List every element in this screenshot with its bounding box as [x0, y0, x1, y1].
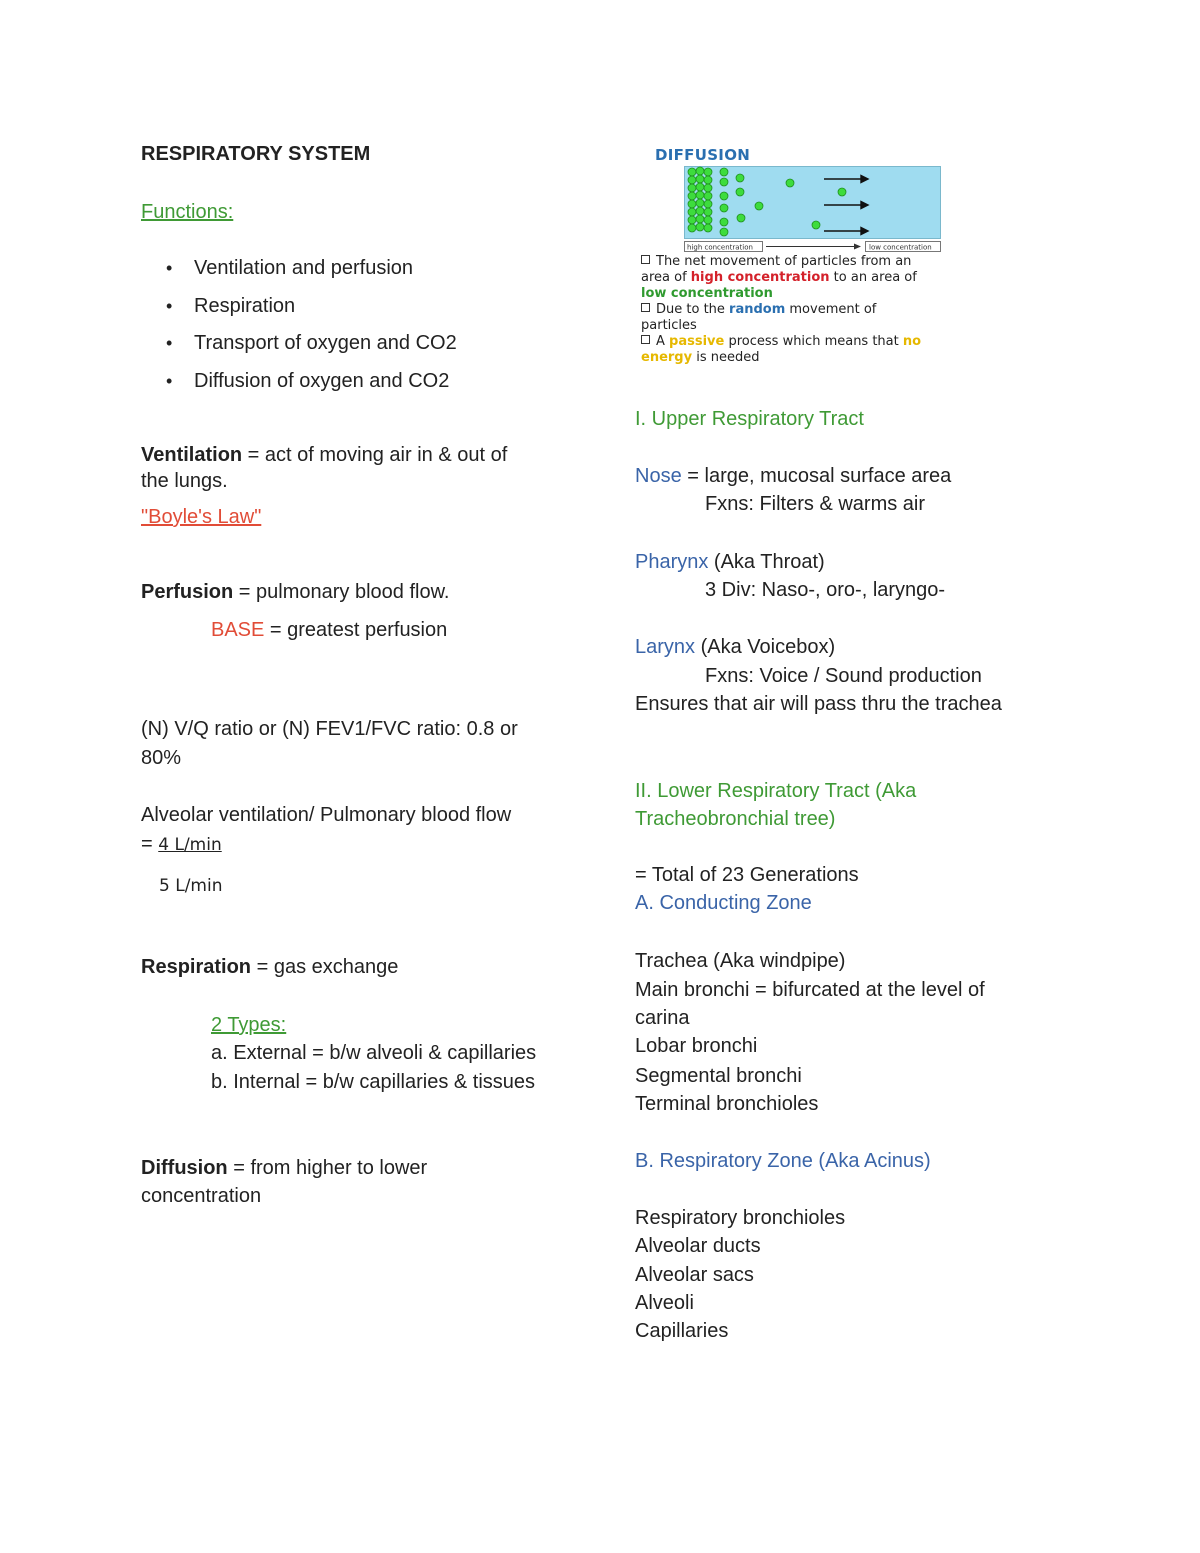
bullet-dot: • — [166, 258, 173, 278]
particle-icon — [704, 200, 712, 208]
particle-icon — [696, 207, 704, 215]
bullet-dot: • — [166, 296, 173, 316]
larynx-ensures: Ensures that air will pass thru the trachea — [635, 693, 1002, 715]
figure-highlight: high concentration — [690, 270, 830, 285]
function-item: Transport of oxygen and CO2 — [194, 332, 457, 354]
particle-icon — [720, 228, 728, 236]
respiration-term: Respiration — [141, 956, 252, 978]
axis-right-label: low concentration — [869, 243, 932, 252]
particle-icon — [688, 168, 696, 176]
particle-icon — [720, 178, 728, 186]
particle-icon — [737, 214, 745, 222]
particle-icon — [696, 215, 704, 223]
type-internal: b. Internal = b/w capillaries & tissues — [211, 1071, 536, 1093]
respiratory-item: Alveolar sacs — [635, 1264, 754, 1286]
figure-title: DIFFUSION — [655, 146, 751, 164]
ventilation-def-cont: the lungs. — [141, 470, 228, 492]
checkbox-bullet-icon — [641, 255, 650, 264]
perfusion-definition — [141, 578, 450, 606]
conducting-item: carina — [635, 1007, 690, 1029]
particle-icon — [704, 192, 712, 200]
particle-icon — [786, 179, 794, 187]
nose-def: = large, mucosal surface area — [681, 465, 952, 487]
figure-highlight: random — [729, 302, 786, 317]
function-item: Respiration — [194, 295, 296, 317]
axis-arrow-head-icon — [854, 244, 861, 250]
diffusion-term: Diffusion — [141, 1157, 228, 1179]
particle-icon — [688, 216, 696, 224]
lower-tract-heading: II. Lower Respiratory Tract (Aka — [635, 780, 917, 802]
respiratory-item: Alveolar ducts — [635, 1235, 761, 1257]
pharynx-aka: (Aka Throat) — [708, 551, 825, 573]
particle-icon — [704, 168, 712, 176]
conducting-zone-heading: A. Conducting Zone — [635, 892, 812, 914]
larynx-functions: Fxns: Voice / Sound production — [705, 665, 982, 687]
bullet-dot: • — [166, 333, 173, 353]
base-perfusion — [211, 616, 447, 644]
conducting-item: Terminal bronchioles — [635, 1093, 819, 1115]
particle-icon — [696, 175, 704, 183]
respiration-def: = gas exchange — [251, 956, 399, 978]
particle-icon — [736, 188, 744, 196]
respiratory-item: Capillaries — [635, 1320, 729, 1342]
particle-icon — [736, 174, 744, 182]
figure-text: Due to the — [656, 302, 730, 317]
alveolar-fraction-denominator: 5 L/min — [159, 876, 223, 896]
figure-line-3: low concentration — [641, 286, 773, 301]
particle-icon — [704, 216, 712, 224]
numerator-value: 4 L/min — [158, 835, 222, 855]
vq-ratio: (N) V/Q ratio or (N) FEV1/FVC ratio: 0.8 or — [141, 718, 518, 740]
diffusion-diagram — [684, 166, 942, 254]
alveolar-ventilation: Alveolar ventilation/ Pulmonary blood flow — [141, 804, 512, 826]
conducting-item: Lobar bronchi — [635, 1035, 758, 1057]
particle-icon — [755, 202, 763, 210]
particle-icon — [696, 183, 704, 191]
respiratory-item: Respiratory bronchioles — [635, 1207, 846, 1229]
upper-tract-heading: I. Upper Respiratory Tract — [635, 408, 864, 430]
figure-line-5: particles — [641, 318, 697, 333]
particle-icon — [720, 192, 728, 200]
respiration-definition — [141, 953, 398, 981]
particle-icon — [696, 167, 704, 175]
particle-icon — [704, 208, 712, 216]
particle-icon — [704, 184, 712, 192]
figure-highlight: no — [902, 334, 922, 349]
figure-text: A — [656, 334, 670, 349]
base-word: BASE — [211, 619, 265, 641]
perfusion-def: = pulmonary blood flow. — [233, 581, 450, 603]
figure-line-2 — [641, 270, 917, 286]
generations-total: = Total of 23 Generations — [635, 864, 859, 886]
larynx-line — [635, 633, 835, 661]
page-title: RESPIRATORY SYSTEM — [141, 143, 371, 165]
perfusion-term: Perfusion — [141, 581, 234, 603]
particle-icon — [696, 191, 704, 199]
particle-icon — [720, 168, 728, 176]
particle-icon — [720, 218, 728, 226]
particle-icon — [696, 199, 704, 207]
particle-icon — [838, 188, 846, 196]
diffusion-definition — [141, 1154, 427, 1182]
pharynx-line — [635, 548, 825, 576]
particle-icon — [696, 223, 704, 231]
particle-icon — [704, 224, 712, 232]
nose-line — [635, 462, 951, 490]
alveolar-fraction-numerator — [141, 830, 222, 859]
ventilation-def: = act of moving air in & out of — [242, 444, 508, 466]
equals-sign: = — [141, 833, 159, 855]
nose-functions: Fxns: Filters & warms air — [705, 493, 926, 515]
figure-highlight: passive — [669, 334, 725, 349]
diffusion-def-cont: concentration — [141, 1185, 262, 1207]
nose-term: Nose — [635, 465, 682, 487]
particle-icon — [688, 184, 696, 192]
particle-icon — [688, 192, 696, 200]
particle-icon — [704, 176, 712, 184]
figure-text: process which means that — [724, 334, 903, 349]
figure-text: movement of — [785, 302, 877, 317]
ventilation-term: Ventilation — [141, 444, 243, 466]
figure-text: is needed — [692, 350, 760, 365]
particle-icon — [688, 200, 696, 208]
axis-left-label: high concentration — [687, 243, 753, 252]
ventilation-definition — [141, 441, 507, 469]
figure-line-6 — [641, 334, 921, 350]
figure-line-1 — [641, 254, 911, 270]
base-def: = greatest perfusion — [264, 619, 448, 641]
function-item: Ventilation and perfusion — [194, 257, 414, 279]
figure-line-4 — [641, 302, 876, 318]
diffusion-def: = from higher to lower — [227, 1157, 428, 1179]
types-heading: 2 Types: — [211, 1014, 287, 1036]
pharynx-term: Pharynx — [635, 551, 709, 573]
particle-icon — [688, 208, 696, 216]
boyles-law: "Boyle's Law" — [141, 506, 262, 528]
conducting-item: Segmental bronchi — [635, 1065, 802, 1087]
function-item: Diffusion of oxygen and CO2 — [194, 370, 450, 392]
figure-text: area of — [641, 270, 691, 285]
functions-heading: Functions: — [141, 201, 234, 223]
bullet-dot: • — [166, 371, 173, 391]
conducting-item: Main bronchi = bifurcated at the level of — [635, 979, 985, 1001]
particle-icon — [688, 224, 696, 232]
figure-text: The net movement of particles from an — [656, 254, 912, 269]
larynx-aka: (Aka Voicebox) — [695, 636, 836, 658]
particle-icon — [688, 176, 696, 184]
type-external: a. External = b/w alveoli & capillaries — [211, 1042, 537, 1064]
diagram-box — [685, 167, 941, 239]
figure-highlight: energy — [641, 350, 693, 365]
particle-icon — [812, 221, 820, 229]
checkbox-bullet-icon — [641, 303, 650, 312]
larynx-term: Larynx — [635, 636, 696, 658]
figure-text: to an area of — [829, 270, 917, 285]
particle-icon — [720, 204, 728, 212]
vq-ratio-cont: 80% — [141, 747, 182, 769]
respiratory-zone-heading: B. Respiratory Zone (Aka Acinus) — [635, 1150, 931, 1172]
checkbox-bullet-icon — [641, 335, 650, 344]
figure-line-7 — [641, 350, 759, 366]
respiratory-item: Alveoli — [635, 1292, 694, 1314]
conducting-item: Trachea (Aka windpipe) — [635, 950, 846, 972]
lower-tract-heading-cont: Tracheobronchial tree) — [635, 808, 836, 830]
pharynx-divisions: 3 Div: Naso-, oro-, laryngo- — [705, 579, 946, 601]
